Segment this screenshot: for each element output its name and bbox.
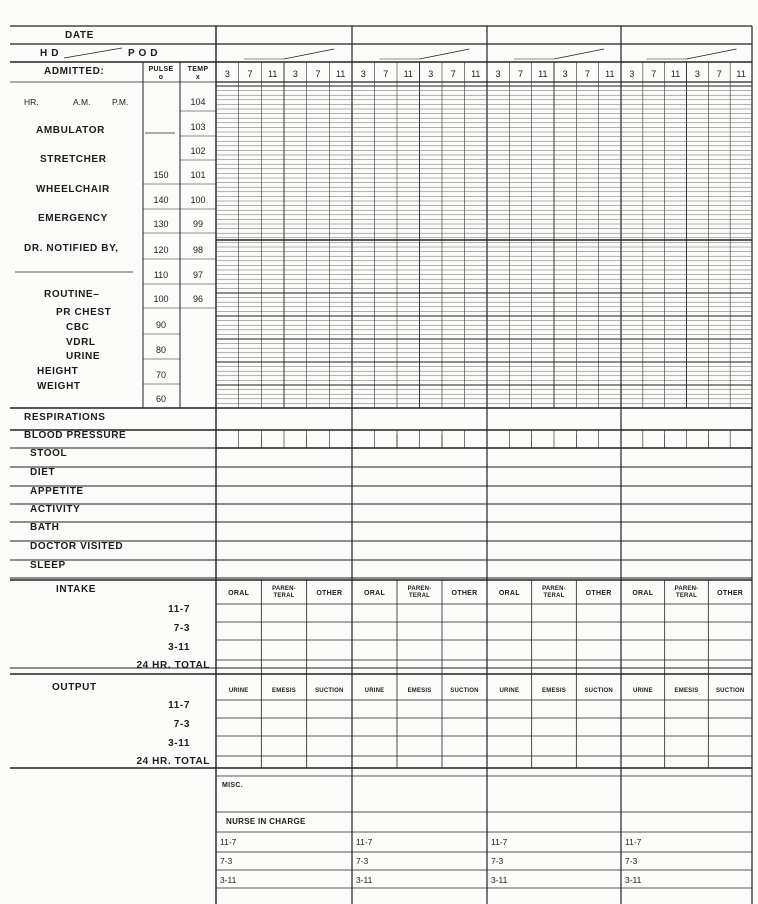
hd-pod-slash <box>64 48 122 58</box>
temp-symbol: x <box>195 74 201 81</box>
output-column-urine: URINE <box>228 688 249 694</box>
hour-label-3: 3 <box>292 69 298 79</box>
hour-label-3: 3 <box>224 69 230 79</box>
temp-scale-104: 104 <box>190 97 206 107</box>
hour-label-3: 3 <box>629 69 635 79</box>
footer-shift-3-11: 3-11 <box>491 875 508 885</box>
footer-shift-7-3: 7-3 <box>491 856 504 866</box>
hour-label-7: 7 <box>651 69 657 79</box>
temp-scale-103: 103 <box>190 122 206 132</box>
observation-label-diet: DIET <box>30 467 56 478</box>
dr-notified-label: DR. NOTIFIED BY, <box>24 243 119 254</box>
footer-shift-7-3: 7-3 <box>220 856 233 866</box>
pulse-scale-150: 150 <box>153 170 169 180</box>
footer-shift-11-7: 11-7 <box>356 837 373 847</box>
temp-scale-100: 100 <box>190 195 206 205</box>
intake-column-oral: ORAL <box>632 590 654 597</box>
output-column-emesis: EMESIS <box>407 688 432 694</box>
hour-label-11: 11 <box>736 69 746 79</box>
hour-label-7: 7 <box>584 69 590 79</box>
hour-label-7: 7 <box>716 69 722 79</box>
misc-label: MISC. <box>222 782 243 789</box>
hour-label-3: 3 <box>694 69 700 79</box>
day-pod-slash <box>554 49 604 59</box>
intake-column-other: OTHER <box>451 590 478 597</box>
routine-label: ROUTINE– <box>44 289 100 300</box>
footer-shift-11-7: 11-7 <box>625 837 642 847</box>
hour-label-11: 11 <box>538 69 548 79</box>
intake-column-paren: PAREN- TERAL <box>407 586 432 599</box>
output-shift-3-11: 3-11 <box>168 738 190 749</box>
emergency-label: EMERGENCY <box>38 213 108 224</box>
wheelchair-label: WHEELCHAIR <box>36 184 110 195</box>
hour-label-11: 11 <box>605 69 615 79</box>
routine-item-cbc: CBC <box>66 322 90 333</box>
observation-label-bath: BATH <box>30 522 60 533</box>
intake-shift-11-7: 11-7 <box>168 604 190 615</box>
routine-item-urine: URINE <box>66 351 101 362</box>
footer-shift-3-11: 3-11 <box>220 875 237 885</box>
temp-scale-96: 96 <box>192 294 203 304</box>
footer-shift-11-7: 11-7 <box>220 837 237 847</box>
nurse-in-charge-label: NURSE IN CHARGE <box>226 817 306 826</box>
output-shift-7-3: 7-3 <box>173 719 190 730</box>
output-column-suction: SUCTION <box>584 688 613 694</box>
footer-shift-3-11: 3-11 <box>625 875 642 885</box>
routine-item-vdrl: VDRL <box>66 337 96 348</box>
observation-label-appetite: APPETITE <box>30 486 84 497</box>
hour-label-3: 3 <box>495 69 501 79</box>
weight-label: WEIGHT <box>37 381 81 392</box>
intake-column-other: OTHER <box>585 590 612 597</box>
hour-label-11: 11 <box>335 69 346 79</box>
pulse-scale-60: 60 <box>155 394 166 404</box>
intake-column-other: OTHER <box>717 590 744 597</box>
intake-label: INTAKE <box>56 584 97 595</box>
intake-shift-7-3: 7-3 <box>173 623 190 634</box>
intake-column-oral: ORAL <box>228 590 250 597</box>
day-pod-slash <box>284 49 334 59</box>
output-column-suction: SUCTION <box>315 688 344 694</box>
hour-label-7: 7 <box>450 69 456 79</box>
footer-shift-7-3: 7-3 <box>356 856 369 866</box>
temp-scale-101: 101 <box>190 170 206 180</box>
temp-scale-99: 99 <box>192 219 203 229</box>
pulse-scale-80: 80 <box>155 345 166 355</box>
hour-label-11: 11 <box>403 69 413 79</box>
date-label: DATE <box>65 30 94 41</box>
hour-label-7: 7 <box>247 69 253 79</box>
hour-label-7: 7 <box>383 69 389 79</box>
pulse-scale-110: 110 <box>153 270 169 280</box>
output-column-urine: URINE <box>364 688 385 694</box>
ambulatory-label: AMBULATOR <box>36 125 105 136</box>
pulse-scale-100: 100 <box>153 294 169 304</box>
output-column-emesis: EMESIS <box>272 688 296 694</box>
intake-column-oral: ORAL <box>498 590 520 597</box>
footer-shift-3-11: 3-11 <box>356 875 373 885</box>
observation-label-stool: STOOL <box>30 448 68 459</box>
pulse-scale-70: 70 <box>155 370 166 380</box>
am-label: A.M. <box>73 97 91 107</box>
hd-label: H D <box>40 48 60 59</box>
output-column-emesis: EMESIS <box>674 688 699 694</box>
footer-shift-11-7: 11-7 <box>491 837 508 847</box>
hour-label-7: 7 <box>517 69 523 79</box>
temp-scale-98: 98 <box>192 245 203 255</box>
pulse-symbol: o <box>158 74 164 81</box>
output-column-suction: SUCTION <box>715 688 745 694</box>
temp-scale-97: 97 <box>192 270 203 280</box>
pulse-scale-140: 140 <box>153 195 169 205</box>
pulse-scale-90: 90 <box>155 320 166 330</box>
output-column-suction: SUCTION <box>450 688 479 694</box>
intake-column-other: OTHER <box>316 590 343 597</box>
output-24hr-total-label: 24 HR. TOTAL <box>136 756 210 767</box>
observation-label-doctor-visited: DOCTOR VISITED <box>30 541 124 552</box>
temp-column-label: TEMP <box>187 66 209 73</box>
hour-label-3: 3 <box>562 69 568 79</box>
output-column-urine: URINE <box>632 688 653 694</box>
pulse-column-label: PULSE <box>148 66 174 73</box>
day-pod-slash <box>420 49 470 59</box>
pulse-scale-130: 130 <box>153 219 169 229</box>
hour-label-11: 11 <box>471 69 481 79</box>
day-pod-slash <box>687 49 737 59</box>
temp-scale-102: 102 <box>190 146 206 156</box>
intake-column-paren: PAREN- TERAL <box>542 586 566 599</box>
intake-24hr-total-label: 24 HR. TOTAL <box>136 660 210 671</box>
observation-label-activity: ACTIVITY <box>30 504 81 515</box>
observation-label-sleep: SLEEP <box>30 560 66 571</box>
admitted-label: ADMITTED: <box>44 66 105 77</box>
output-column-urine: URINE <box>499 688 520 694</box>
hour-label-11: 11 <box>267 69 278 79</box>
hour-label-3: 3 <box>428 69 434 79</box>
hour-label-11: 11 <box>670 69 681 79</box>
observation-label-blood-pressure: BLOOD PRESSURE <box>24 430 127 441</box>
intake-column-paren: PAREN- TERAL <box>674 586 699 599</box>
output-label: OUTPUT <box>52 682 97 693</box>
output-column-emesis: EMESIS <box>542 688 566 694</box>
hour-label-7: 7 <box>315 69 321 79</box>
intake-shift-3-11: 3-11 <box>168 642 190 653</box>
output-shift-11-7: 11-7 <box>168 700 190 711</box>
footer-shift-7-3: 7-3 <box>625 856 638 866</box>
pod-label: P O D <box>128 48 159 59</box>
observation-label-respirations: RESPIRATIONS <box>24 412 106 423</box>
intake-column-oral: ORAL <box>363 590 386 597</box>
height-label: HEIGHT <box>37 366 79 377</box>
stretcher-label: STRETCHER <box>40 154 107 165</box>
pulse-scale-120: 120 <box>153 245 169 255</box>
pm-label: P.M. <box>112 97 129 107</box>
hr-label: HR. <box>24 97 39 107</box>
routine-item-chest: PR CHEST <box>56 307 112 318</box>
hour-label-3: 3 <box>360 69 366 79</box>
intake-column-paren: PAREN- TERAL <box>272 586 296 599</box>
